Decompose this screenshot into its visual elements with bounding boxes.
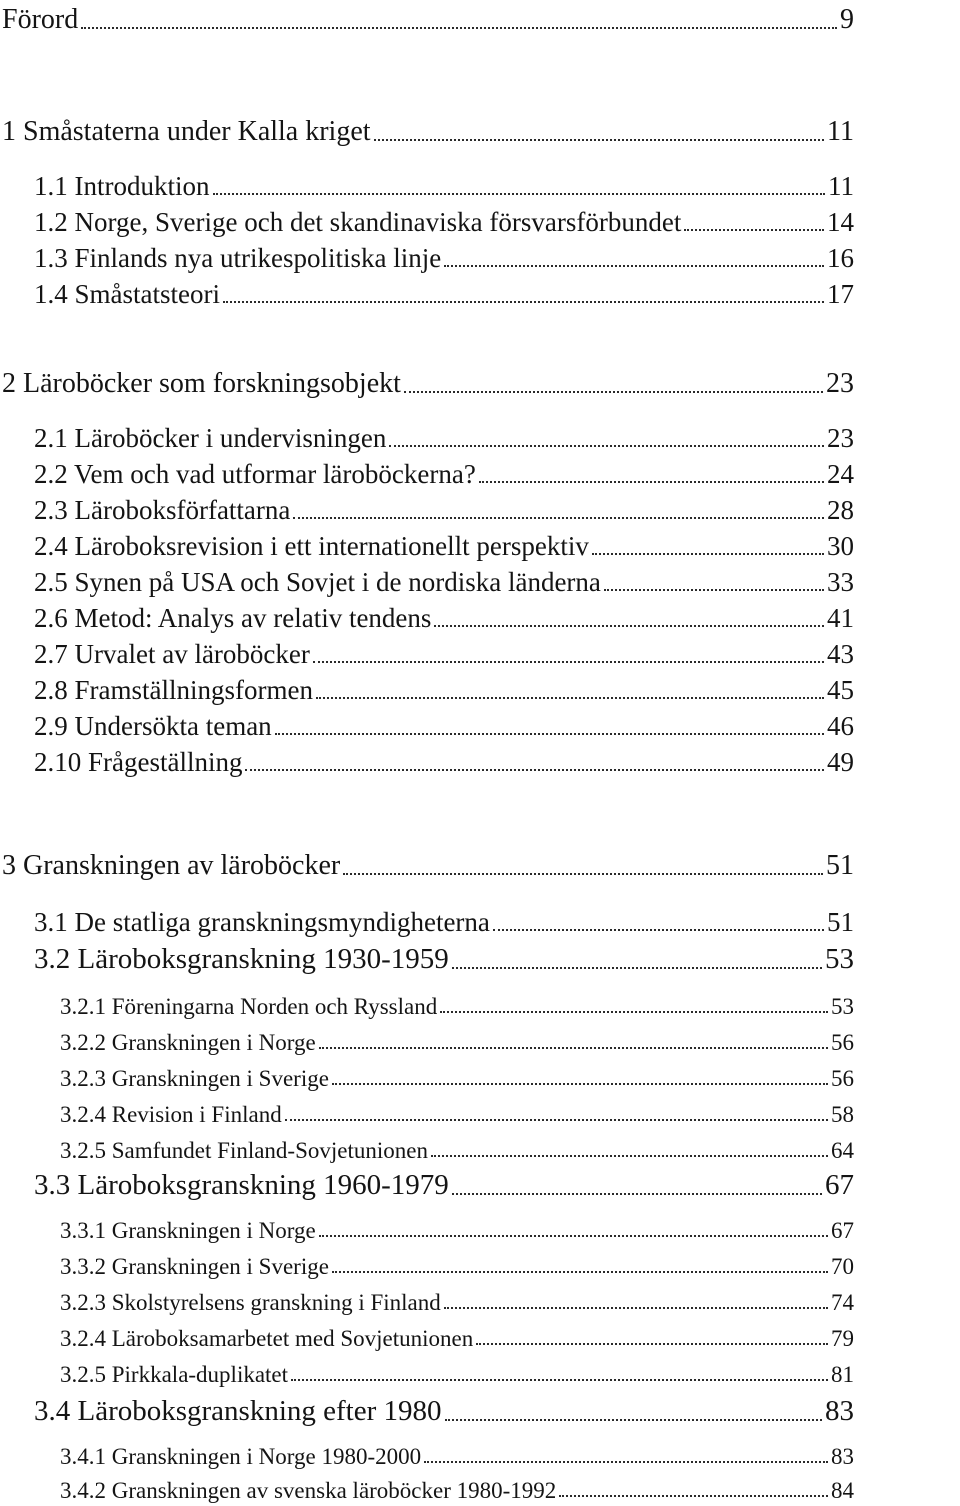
toc-entry-label: 2 Läroböcker som forskningsobjekt bbox=[2, 368, 401, 399]
toc-entry-label: 3.2.4 Läroboksamarbetet med Sovjetunionen bbox=[60, 1326, 474, 1351]
toc-entry-label: 1.3 Finlands nya utrikespolitiska linje bbox=[34, 243, 442, 273]
toc-entry-page: 23 bbox=[826, 368, 854, 399]
dot-leader bbox=[213, 193, 826, 195]
toc-entry-page: 58 bbox=[831, 1102, 854, 1127]
toc-entry-label: 3.2.5 Pirkkala-duplikatet bbox=[60, 1362, 289, 1387]
toc-entry-page: 28 bbox=[827, 495, 854, 525]
dot-leader bbox=[592, 553, 824, 555]
toc-entry-3-2-5-pirkkala[interactable] bbox=[60, 1352, 854, 1388]
toc-entry-page: 24 bbox=[827, 459, 854, 489]
toc-entry-page: 23 bbox=[827, 423, 854, 453]
toc-entry-label: 3.3.2 Granskningen i Sverige bbox=[60, 1254, 329, 1279]
toc-entry-2-10[interactable] bbox=[34, 742, 854, 778]
toc-entry-page: 51 bbox=[827, 907, 854, 937]
toc-entry-page: 16 bbox=[827, 243, 854, 273]
dot-leader bbox=[313, 661, 824, 663]
dot-leader bbox=[319, 1047, 828, 1049]
dot-leader bbox=[445, 1419, 822, 1421]
toc-entry-page: 45 bbox=[827, 675, 854, 705]
toc-entry-3-2-1[interactable] bbox=[60, 984, 854, 1020]
dot-leader bbox=[604, 589, 824, 591]
toc-entry-label: 2.3 Läroboksförfattarna bbox=[34, 495, 291, 525]
dot-leader bbox=[285, 1119, 828, 1121]
toc-entry-2-4[interactable] bbox=[34, 526, 854, 562]
toc-entry-forord[interactable] bbox=[2, 0, 854, 36]
toc-entry-page: 83 bbox=[831, 1444, 854, 1469]
toc-entry-3-2-2[interactable] bbox=[60, 1020, 854, 1056]
toc-entry-page: 53 bbox=[831, 994, 854, 1019]
toc-entry-3-1[interactable] bbox=[34, 902, 854, 938]
toc-entry-1-1[interactable] bbox=[34, 166, 854, 202]
toc-entry-page: 11 bbox=[827, 116, 854, 147]
toc-entry-page: 46 bbox=[827, 711, 854, 741]
dot-leader bbox=[476, 1343, 828, 1345]
toc-entry-label: 2.5 Synen på USA och Sovjet i de nordiska länderna bbox=[34, 567, 601, 597]
dot-leader bbox=[332, 1271, 828, 1273]
toc-entry-label: 3.2 Läroboksgranskning 1930-1959 bbox=[34, 943, 449, 975]
toc-entry-page: 9 bbox=[840, 4, 854, 35]
toc-entry-2-5[interactable] bbox=[34, 562, 854, 598]
toc-entry-1-4[interactable] bbox=[34, 274, 854, 310]
toc-entry-page: 56 bbox=[831, 1030, 854, 1055]
dot-leader bbox=[223, 301, 824, 303]
dot-leader bbox=[444, 1307, 828, 1309]
dot-leader bbox=[431, 1155, 828, 1157]
toc-entry-label: 2.10 Frågeställning bbox=[34, 747, 243, 777]
dot-leader bbox=[493, 929, 824, 931]
toc-entry-1-2[interactable] bbox=[34, 202, 854, 238]
dot-leader bbox=[404, 391, 823, 393]
toc-entry-page: 33 bbox=[827, 567, 854, 597]
toc-entry-2-6[interactable] bbox=[34, 598, 854, 634]
dot-leader bbox=[440, 1011, 828, 1013]
toc-entry-page: 81 bbox=[831, 1362, 854, 1387]
toc-entry-label: 3.4.2 Granskningen av svenska läroböcker 1980-1992 bbox=[60, 1478, 557, 1503]
toc-entry-3-2-4[interactable] bbox=[60, 1092, 854, 1128]
dot-leader bbox=[452, 967, 822, 969]
toc-entry-page: 56 bbox=[831, 1066, 854, 1091]
toc-entry-label: 3.4.1 Granskningen i Norge 1980-2000 bbox=[60, 1444, 422, 1469]
toc-entry-page: 53 bbox=[825, 943, 854, 975]
toc-entry-chapter-3[interactable] bbox=[2, 846, 854, 882]
toc-entry-label: 3.3.1 Granskningen i Norge bbox=[60, 1218, 316, 1243]
dot-leader bbox=[245, 769, 824, 771]
toc-entry-page: 17 bbox=[827, 279, 854, 309]
toc-entry-label: 3.2.3 Skolstyrelsens granskning i Finland bbox=[60, 1290, 441, 1315]
toc-entry-label: 2.9 Undersökta teman bbox=[34, 711, 272, 741]
toc-entry-page: 49 bbox=[827, 747, 854, 777]
toc-entry-label: 3 Granskningen av läroböcker bbox=[2, 850, 341, 881]
toc-entry-2-8[interactable] bbox=[34, 670, 854, 706]
toc-entry-label: 3.2.4 Revision i Finland bbox=[60, 1102, 282, 1127]
toc-entry-label: 2.2 Vem och vad utformar läroböckerna? bbox=[34, 459, 476, 489]
toc-entry-3-3[interactable] bbox=[34, 1166, 854, 1202]
toc-entry-chapter-2[interactable] bbox=[2, 364, 854, 400]
toc-entry-2-9[interactable] bbox=[34, 706, 854, 742]
toc-entry-page: 11 bbox=[828, 171, 854, 201]
toc-entry-3-2[interactable] bbox=[34, 940, 854, 976]
dot-leader bbox=[389, 445, 824, 447]
toc-entry-3-2-4-sovjet[interactable] bbox=[60, 1316, 854, 1352]
toc-entry-label: 2.1 Läroböcker i undervisningen bbox=[34, 423, 387, 453]
dot-leader bbox=[452, 1193, 822, 1195]
toc-entry-3-4-1[interactable] bbox=[60, 1434, 854, 1470]
toc-entry-3-4-2[interactable] bbox=[60, 1468, 854, 1504]
dot-leader bbox=[559, 1495, 828, 1497]
toc-entry-label: 2.6 Metod: Analys av relativ tendens bbox=[34, 603, 432, 633]
toc-entry-label: 3.4 Läroboksgranskning efter 1980 bbox=[34, 1395, 442, 1427]
toc-entry-2-3[interactable] bbox=[34, 490, 854, 526]
toc-entry-label: 3.2.5 Samfundet Finland-Sovjetunionen bbox=[60, 1138, 428, 1163]
toc-entry-label: 3.2.3 Granskningen i Sverige bbox=[60, 1066, 329, 1091]
toc-entry-chapter-1[interactable] bbox=[2, 112, 854, 148]
toc-entry-page: 70 bbox=[831, 1254, 854, 1279]
toc-entry-label: 1 Småstaterna under Kalla kriget bbox=[2, 116, 371, 147]
toc-entry-page: 83 bbox=[825, 1395, 854, 1427]
toc-entry-label: 1.1 Introduktion bbox=[34, 171, 210, 201]
toc-entry-label: 2.4 Läroboksrevision i ett internationellt perspektiv bbox=[34, 531, 589, 561]
toc-entry-3-2-5[interactable] bbox=[60, 1128, 854, 1164]
toc-entry-page: 14 bbox=[827, 207, 854, 237]
dot-leader bbox=[81, 27, 837, 29]
toc-entry-label: 1.2 Norge, Sverige och det skandinaviska försvarsförbundet bbox=[34, 207, 682, 237]
dot-leader bbox=[332, 1083, 828, 1085]
dot-leader bbox=[293, 517, 824, 519]
toc-entry-page: 79 bbox=[831, 1326, 854, 1351]
toc-entry-2-7[interactable] bbox=[34, 634, 854, 670]
toc-entry-label: 2.7 Urvalet av läroböcker bbox=[34, 639, 310, 669]
toc-entry-3-2-3[interactable] bbox=[60, 1056, 854, 1092]
toc-entry-3-3-2[interactable] bbox=[60, 1244, 854, 1280]
toc-entry-label: 3.3 Läroboksgranskning 1960-1979 bbox=[34, 1169, 449, 1201]
toc-entry-page: 67 bbox=[831, 1218, 854, 1243]
toc-entry-page: 51 bbox=[826, 850, 854, 881]
toc-entry-3-3-1[interactable] bbox=[60, 1208, 854, 1244]
dot-leader bbox=[444, 265, 824, 267]
toc-entry-label: 1.4 Småstatsteori bbox=[34, 279, 220, 309]
toc-entry-page: 30 bbox=[827, 531, 854, 561]
dot-leader bbox=[424, 1461, 828, 1463]
dot-leader bbox=[319, 1235, 828, 1237]
toc-entry-page: 67 bbox=[825, 1169, 854, 1201]
dot-leader bbox=[684, 229, 824, 231]
toc-entry-label: 3.1 De statliga granskningsmyndigheterna bbox=[34, 907, 490, 937]
toc-entry-label: Förord bbox=[2, 4, 79, 35]
toc-entry-2-2[interactable] bbox=[34, 454, 854, 490]
dot-leader bbox=[316, 697, 824, 699]
dot-leader bbox=[275, 733, 824, 735]
dot-leader bbox=[374, 139, 824, 141]
dot-leader bbox=[291, 1379, 828, 1381]
dot-leader bbox=[479, 481, 824, 483]
toc-entry-label: 2.8 Framställningsformen bbox=[34, 675, 313, 705]
toc-entry-3-2-3-finland[interactable] bbox=[60, 1280, 854, 1316]
toc-entry-label: 3.2.2 Granskningen i Norge bbox=[60, 1030, 316, 1055]
toc-entry-page: 64 bbox=[831, 1138, 854, 1163]
dot-leader bbox=[434, 625, 824, 627]
toc-entry-3-4[interactable] bbox=[34, 1392, 854, 1428]
toc-entry-label: 3.2.1 Föreningarna Norden och Ryssland bbox=[60, 994, 438, 1019]
toc-entry-page: 84 bbox=[831, 1478, 854, 1503]
toc-entry-page: 43 bbox=[827, 639, 854, 669]
toc-entry-page: 41 bbox=[827, 603, 854, 633]
toc-entry-2-1[interactable] bbox=[34, 418, 854, 454]
toc-entry-1-3[interactable] bbox=[34, 238, 854, 274]
dot-leader bbox=[343, 873, 823, 875]
toc-entry-page: 74 bbox=[831, 1290, 854, 1315]
